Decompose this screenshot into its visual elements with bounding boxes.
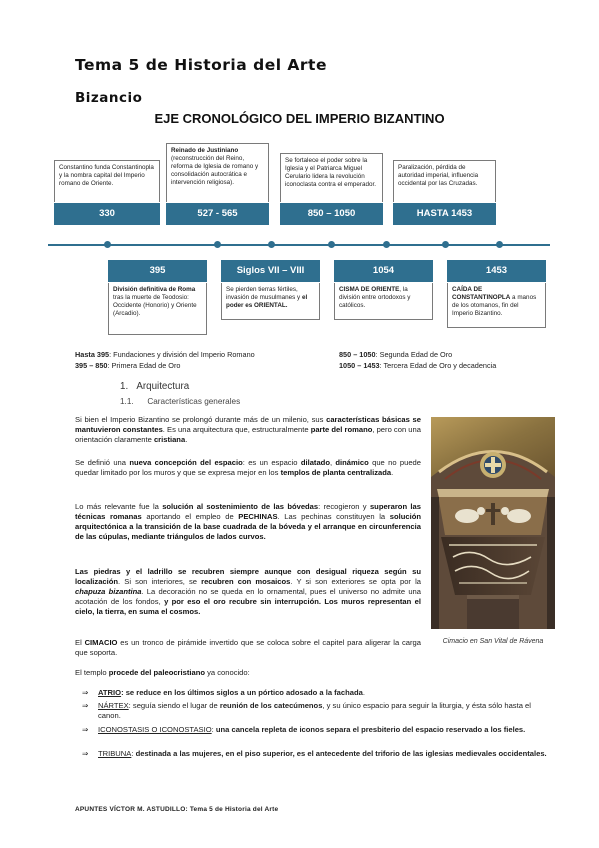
cimacio-photo bbox=[431, 417, 555, 629]
document-subtitle: Bizancio bbox=[75, 90, 143, 106]
paragraph: Las piedras y el ladrillo se recubren siempre aunque con desigual riqueza según su localización. Si son interiores, se recubren con mosaicos. Y si son exteriores se opta por la chapuza bizantina. La decoración no se queda en lo ornamental, pues el universo no admite una acotación de los fondos, y por eso el oro recubre sin interrupción. Los muros representan el cielo, la tierra, en suma el cosmos. bbox=[75, 567, 421, 617]
timeline-note-527: Reinado de Justiniano (reconstrucción del Reino, reforma de Iglesia de romano y consolidación autocrática e intervención religiosa). bbox=[166, 143, 269, 202]
paragraph: Se definió una nueva concepción del espacio: es un espacio dilatado, dinámico que no puede quedar limitado por los muros y que se expresa mejor en los templos de planta centralizada. bbox=[75, 458, 421, 478]
document-title: Tema 5 de Historia del Arte bbox=[75, 56, 327, 74]
timeline-dot bbox=[104, 241, 111, 248]
legend-item: 395 – 850: Primera Edad de Oro bbox=[75, 361, 181, 370]
list-item: ⇒ ATRIO: se reduce en los últimos siglos a un pórtico adosado a la fachada. bbox=[82, 688, 365, 697]
figure-caption: Cimacio en San Vital de Rávena bbox=[442, 638, 544, 645]
timeline-year-850: 850 – 1050 bbox=[280, 203, 383, 225]
timeline-year-330: 330 bbox=[54, 203, 160, 225]
timeline-dot bbox=[214, 241, 221, 248]
timeline-dot bbox=[442, 241, 449, 248]
list-item: ⇒ NÁRTEX: seguía siendo el lugar de reunión de los catecúmenos, y su único espacio para seguir la liturgia, y ésta sólo hasta el canon. bbox=[82, 701, 531, 721]
legend-item: Hasta 395: Fundaciones y división del Imperio Romano bbox=[75, 350, 255, 359]
timeline-dot bbox=[268, 241, 275, 248]
timeline-note-siglos: Se pierden tierras fértiles, invasión de musulmanes y el poder es ORIENTAL. bbox=[221, 283, 320, 320]
timeline-note-1054: CISMA DE ORIENTE, la división entre ortodoxos y católicos. bbox=[334, 283, 433, 320]
paragraph: Si bien el Imperio Bizantino se prolongó durante más de un milenio, sus características básicas se mantuvieron constantes. Es una arquitectura que, estructuralmente parte del romano, pero con una orientación claramente cristiana. bbox=[75, 415, 421, 445]
timeline-axis bbox=[48, 244, 550, 246]
timeline-year-hasta-1453: HASTA 1453 bbox=[393, 203, 496, 225]
paragraph: Lo más relevante fue la solución al sostenimiento de las bóvedas: recogieron y superaron las técnicas romanas aportando el empleo de PECHINAS. Las pechinas constituyen la solución arquitectónica a la transición de la base cuadrada de la bóveda y el arranque en circunferencia de las cúpulas, mediante triángulos de lados curvos. bbox=[75, 502, 421, 542]
section-heading: 1. Arquitectura bbox=[120, 381, 190, 392]
legend-item: 850 – 1050: Segunda Edad de Oro bbox=[339, 350, 453, 359]
list-item: ⇒ ICONOSTASIS O ICONOSTASIO: una cancela repleta de iconos separa el presbiterio del espacio reservado a los fieles. bbox=[82, 725, 526, 734]
timeline-note-1453: CAÍDA DE CONSTANTINOPLA a manos de los otomanos, fin del Imperio Bizantino. bbox=[447, 283, 546, 328]
timeline-year-395: 395 bbox=[108, 260, 207, 282]
timeline-note-330: Constantino funda Constantinopla y la nombra capital del Imperio romano de Oriente. bbox=[54, 160, 160, 202]
paragraph: El CIMACIO es un tronco de pirámide invertido que se coloca sobre el capitel para aligerar la carga que soporta. bbox=[75, 638, 421, 658]
legend-item: 1050 – 1453: Tercera Edad de Oro y decadencia bbox=[339, 361, 497, 370]
timeline-year-1054: 1054 bbox=[334, 260, 433, 282]
paragraph: El templo procede del paleocristiano ya conocido: bbox=[75, 668, 250, 677]
timeline-year-siglos-vii-viii: Siglos VII – VIII bbox=[221, 260, 320, 282]
page-footer: APUNTES VÍCTOR M. ASTUDILLO: Tema 5 de Historia del Arte bbox=[75, 806, 279, 813]
timeline-note-1453-before: Paralización, pérdida de autoridad imperial, influencia occidental por las Cruzadas. bbox=[393, 160, 496, 202]
timeline-note-395: División definitiva de Roma tras la muerte de Teodosio: Occidente (Honorio) y Oriente (Arcadio). bbox=[108, 283, 207, 335]
subsection-heading: 1.1. Características generales bbox=[120, 397, 241, 406]
timeline-dot bbox=[328, 241, 335, 248]
timeline-note-850: Se fortalece el poder sobre la Iglesia y el Patriarca Miguel Cerulario lidera la revolución iconoclasta contra el emperador. bbox=[280, 153, 383, 202]
timeline-dot bbox=[496, 241, 503, 248]
timeline-title: EJE CRONOLÓGICO DEL IMPERIO BIZANTINO bbox=[154, 111, 445, 126]
timeline-dot bbox=[383, 241, 390, 248]
timeline-year-527: 527 - 565 bbox=[166, 203, 269, 225]
list-item: ⇒ TRIBUNA: destinada a las mujeres, en el piso superior, es el antecedente del triforio de las iglesias medievales occidentales. bbox=[82, 749, 547, 758]
timeline-year-1453: 1453 bbox=[447, 260, 546, 282]
